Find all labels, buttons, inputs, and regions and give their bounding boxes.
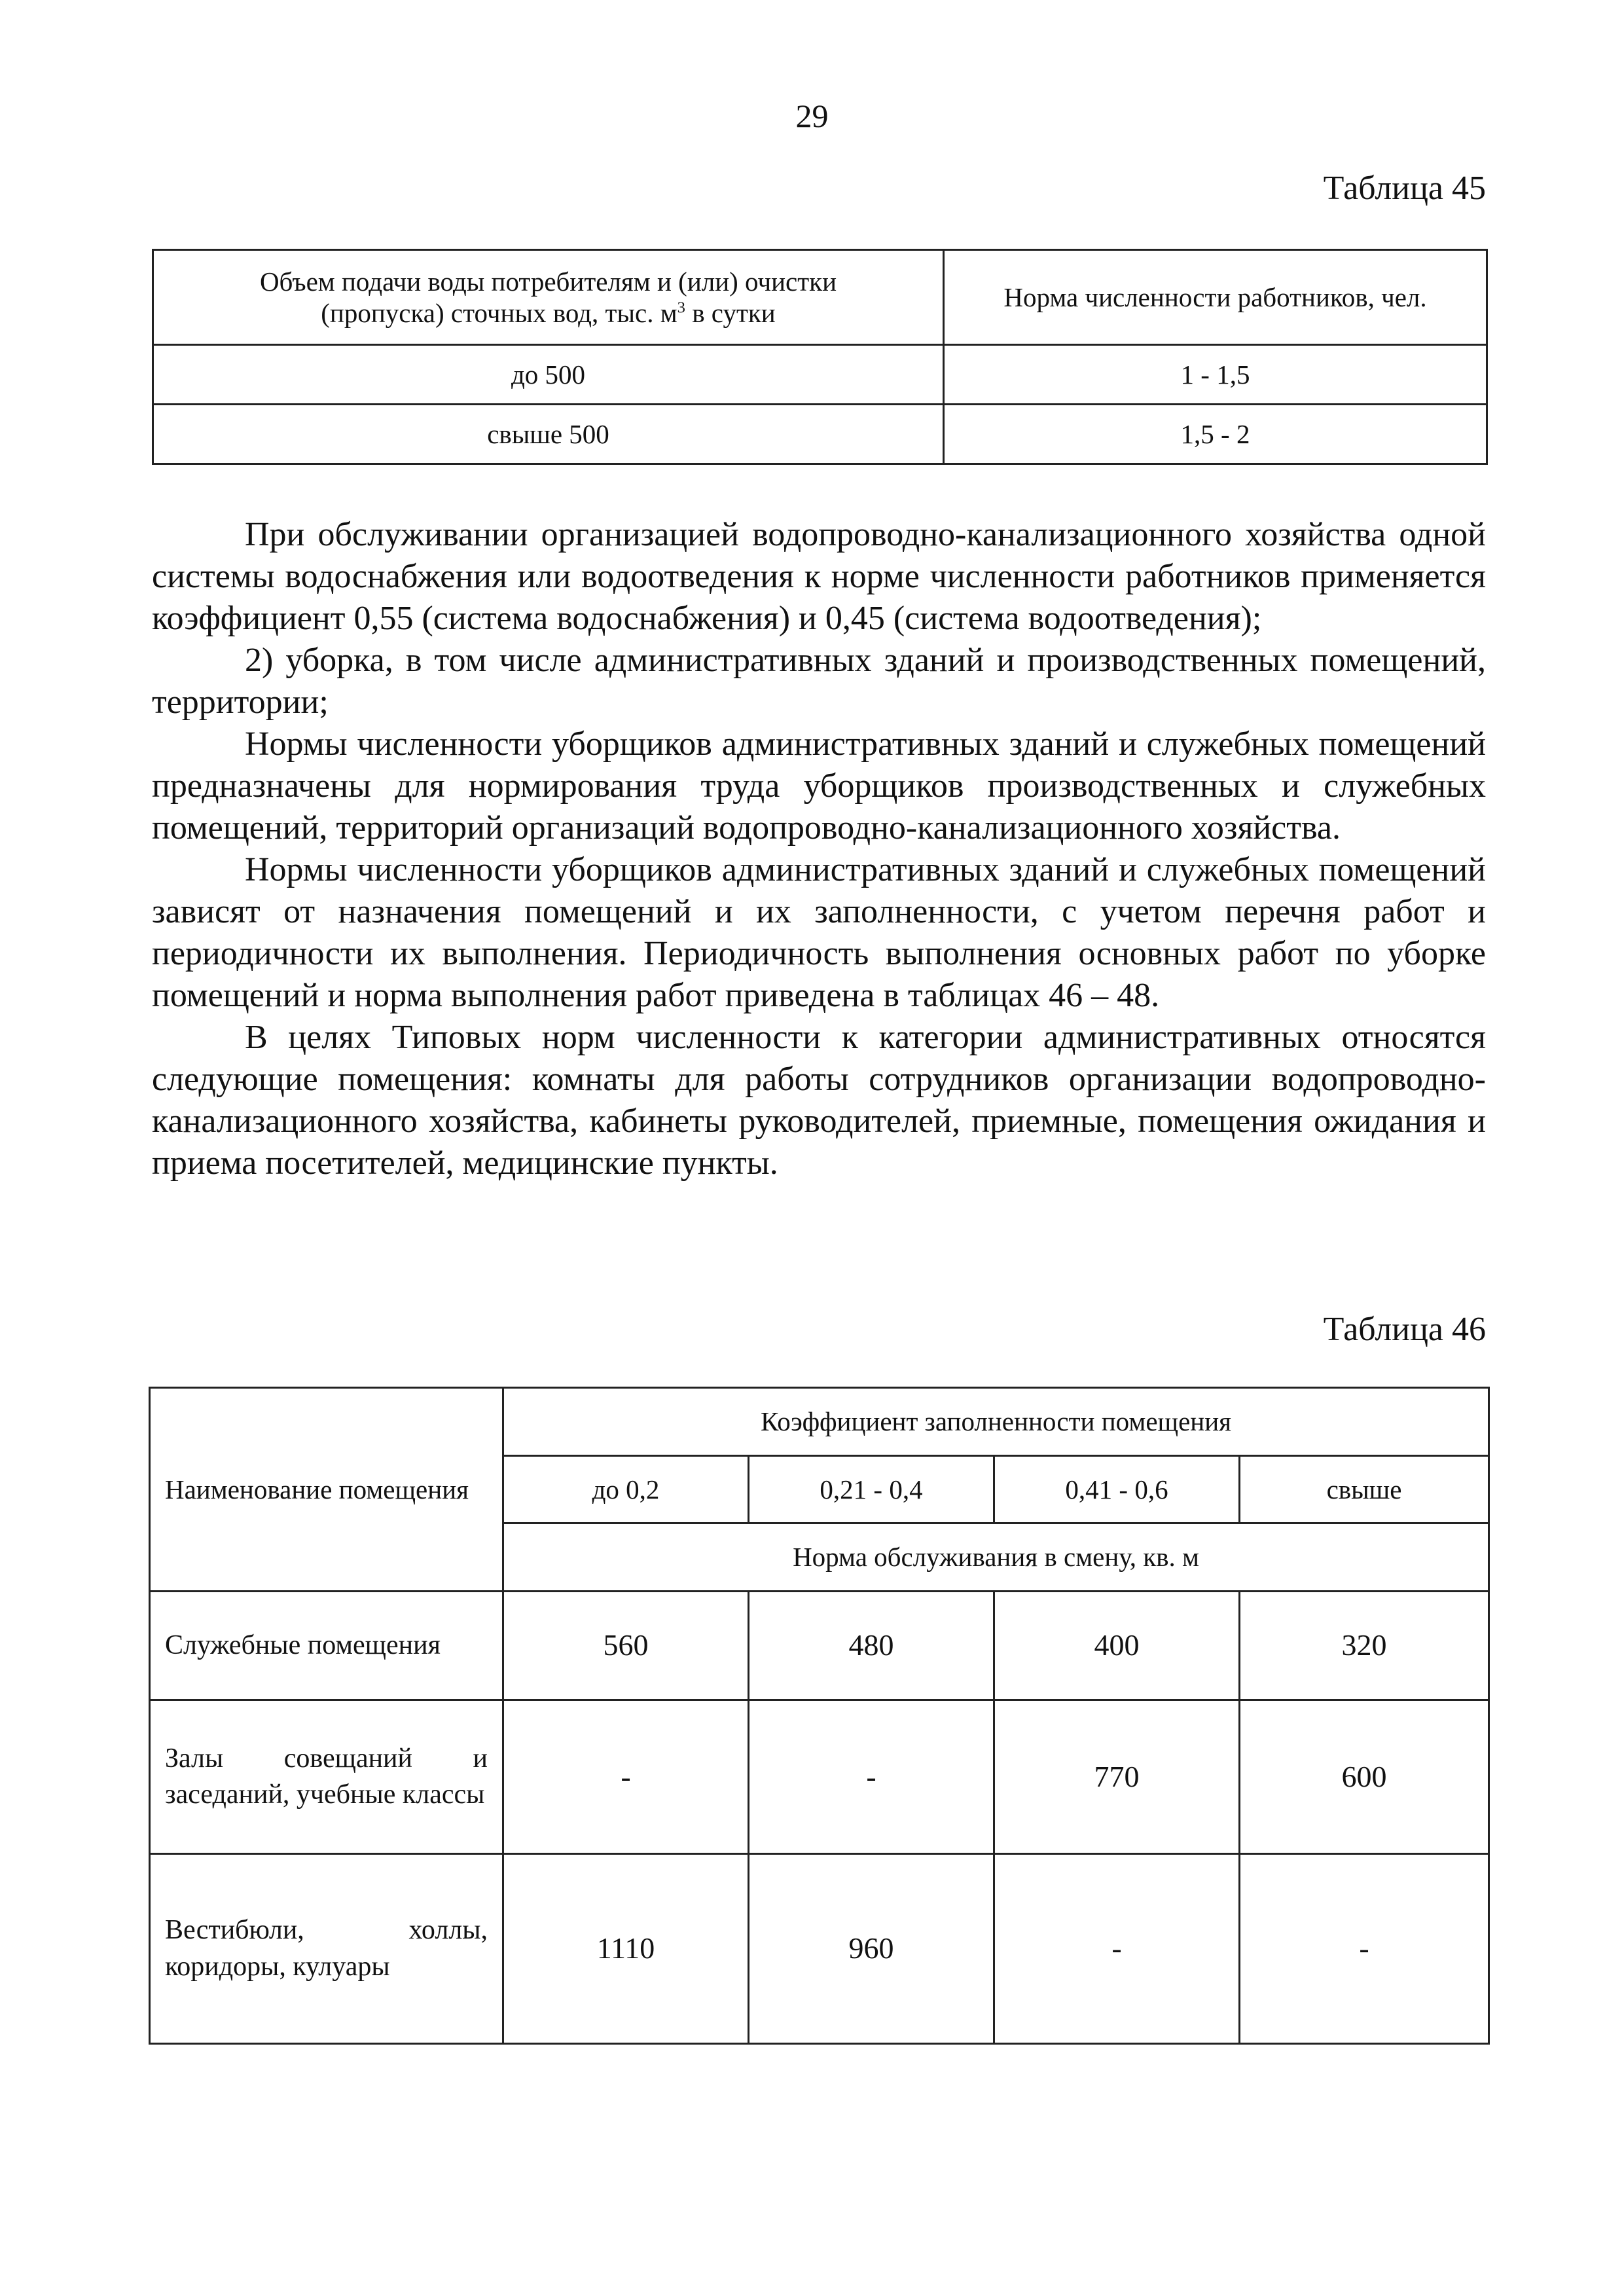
volume-cell: свыше 500	[153, 405, 944, 464]
value-cell: 480	[749, 1592, 994, 1700]
room-name-cell: Залы совещаний и заседаний, учебные классы	[150, 1700, 503, 1854]
table-row	[150, 1592, 1489, 1700]
room-name-cell: Вестибюли, холлы, коридоры, кулуары	[150, 1854, 503, 2044]
header-volume-line1: Объем подачи воды потребителям и (или) очистки	[259, 266, 837, 297]
header-norm: Норма численности работников, чел.	[944, 250, 1487, 345]
paragraph: Нормы численности уборщиков административных зданий и служебных помещений предназначены для нормирования труда уборщиков производственных и служебных помещений, территорий организаций водопроводно-канализационного хозяйства.	[152, 725, 1486, 847]
value-cell: -	[749, 1700, 994, 1854]
value-cell: 600	[1240, 1700, 1489, 1854]
room-name-cell: Служебные помещения	[150, 1592, 503, 1700]
page-number: 29	[795, 98, 829, 134]
header-volume-line2: (пропуска) сточных вод, тыс. м	[321, 298, 677, 328]
value-cell: 320	[1240, 1592, 1489, 1700]
coef-range-cell: свыше	[1240, 1456, 1489, 1523]
paragraph: При обслуживании организацией водопроводно-канализационного хозяйства одной системы водоснабжения или водоотведения к норме численности работников применяется коэффициент 0,55 (система водоснабжения) и 0,45 (система водоотведения);	[152, 516, 1486, 637]
table-header-row	[150, 1388, 1489, 1456]
paragraph: 2) уборка, в том числе административных зданий и производственных помещений, территории;	[152, 642, 1486, 721]
value-cell: -	[503, 1700, 749, 1854]
header-volume-unit: в сутки	[685, 298, 776, 328]
table-header-row	[153, 250, 1487, 345]
value-cell: -	[1240, 1854, 1489, 2044]
value-cell: 1110	[503, 1854, 749, 2044]
value-cell: 400	[994, 1592, 1240, 1700]
table-46-caption: Таблица 46	[1323, 1311, 1486, 1348]
value-cell: 960	[749, 1854, 994, 2044]
coef-range-cell: 0,21 - 0,4	[749, 1456, 994, 1523]
header-volume	[153, 250, 944, 345]
value-cell: 560	[503, 1592, 749, 1700]
table-row	[150, 1854, 1489, 2044]
table-row	[153, 405, 1487, 464]
table-46	[149, 1387, 1490, 2045]
body-text	[152, 514, 1486, 1184]
table-45-caption: Таблица 45	[1323, 170, 1486, 207]
value-cell: -	[994, 1854, 1240, 2044]
norm-cell: 1 - 1,5	[944, 345, 1487, 405]
norm-cell: 1,5 - 2	[944, 405, 1487, 464]
table-row	[153, 345, 1487, 405]
header-room-name: Наименование помещения	[150, 1388, 503, 1592]
coef-range-cell: 0,41 - 0,6	[994, 1456, 1240, 1523]
volume-cell: до 500	[153, 345, 944, 405]
paragraph: В целях Типовых норм численности к категории административных относятся следующие помещения: комнаты для работы сотрудников организации водопроводно-канализационного хозяйства, кабинеты руководителей, приемные, помещения ожидания и приема посетителей, медицинские пункты.	[152, 1019, 1486, 1182]
table-row	[150, 1700, 1489, 1854]
header-coefficient: Коэффициент заполненности помещения	[503, 1388, 1489, 1456]
header-norm-per-shift: Норма обслуживания в смену, кв. м	[503, 1523, 1489, 1592]
coef-range-cell: до 0,2	[503, 1456, 749, 1523]
value-cell: 770	[994, 1700, 1240, 1854]
table-45	[152, 249, 1488, 465]
paragraph: Нормы численности уборщиков административных зданий и служебных помещений зависят от назначения помещений и их заполненности, с учетом перечня работ и периодичности их выполнения. Периодичность выполнения основных работ по уборке помещений и норма выполнения работ приведена в таблицах 46 – 48.	[152, 851, 1486, 1014]
cubic-superscript: 3	[677, 299, 685, 317]
